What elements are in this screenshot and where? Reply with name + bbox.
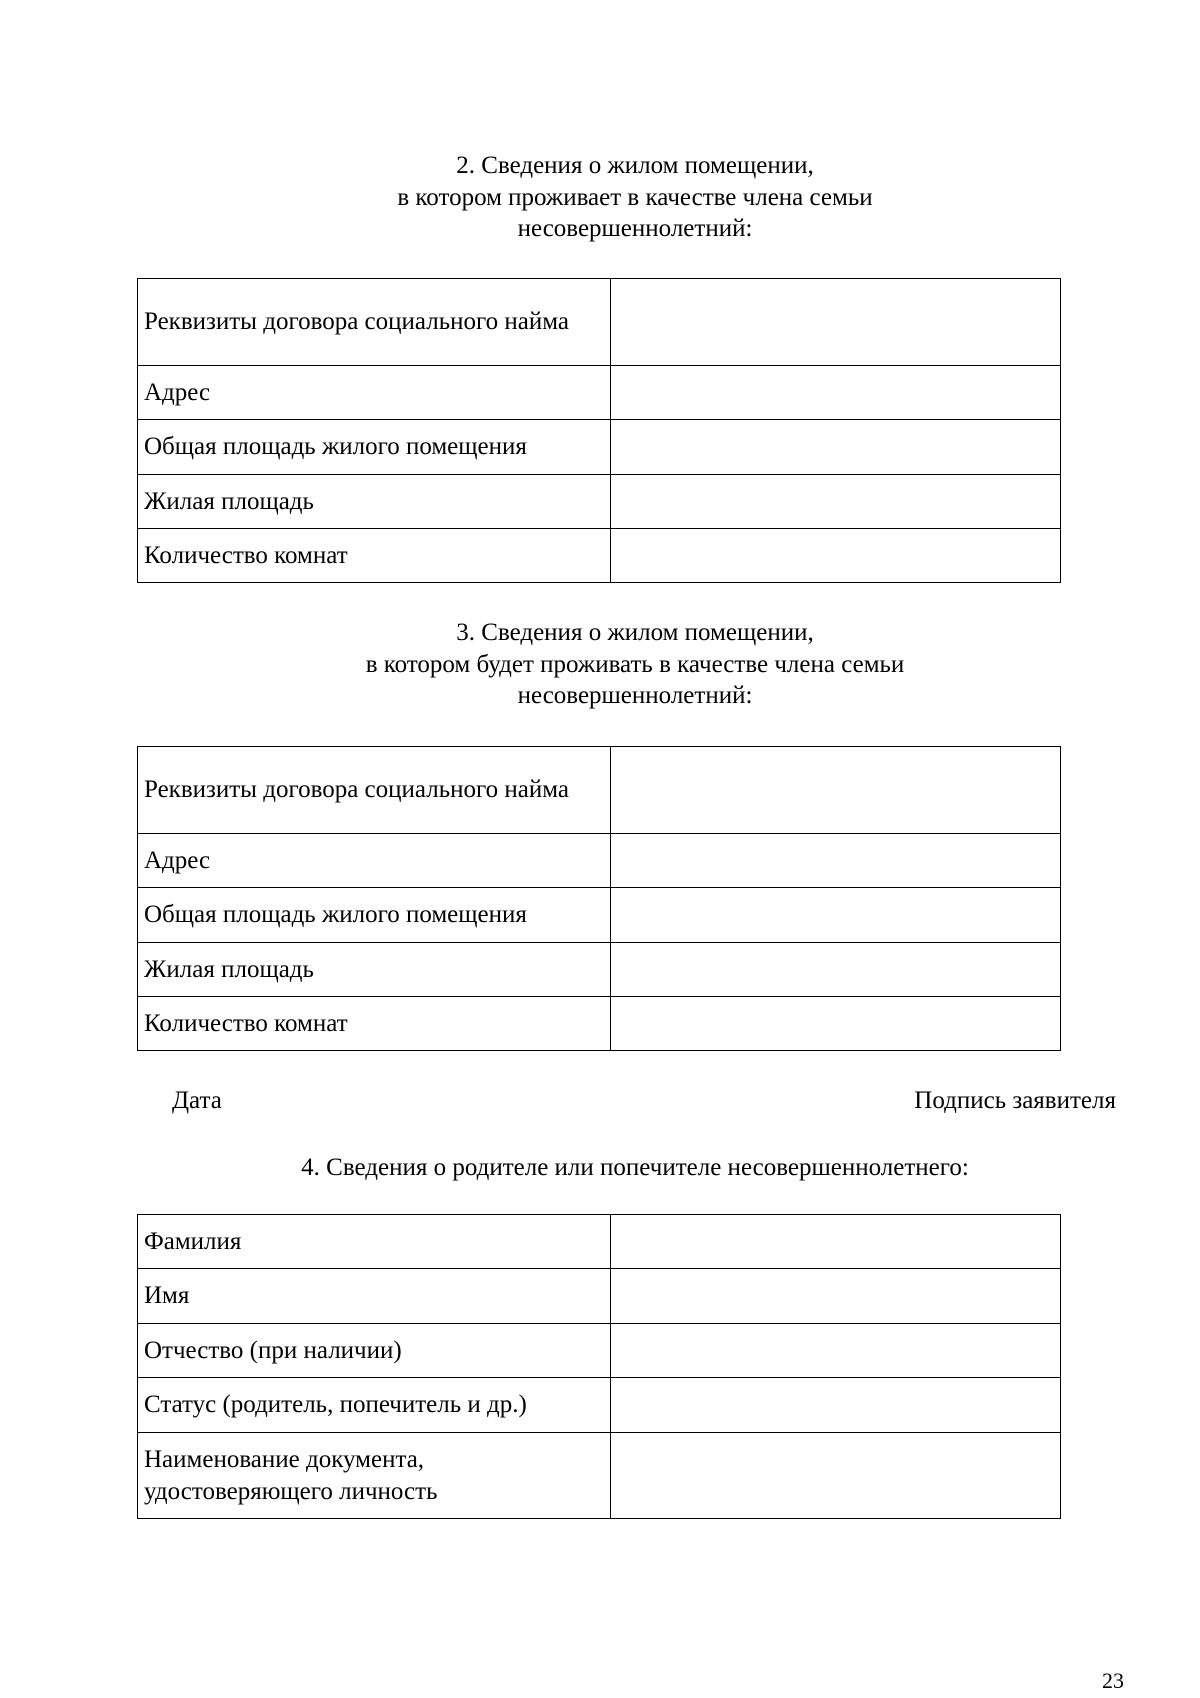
table-row	[138, 747, 1061, 834]
field-label: Жилая площадь	[138, 475, 611, 529]
section-2-heading-line: в котором проживает в качестве члена семьи	[397, 183, 873, 211]
table-row	[138, 1324, 1061, 1378]
field-value[interactable]	[611, 366, 1061, 420]
field-value[interactable]	[611, 475, 1061, 529]
field-value[interactable]	[611, 1215, 1061, 1269]
field-label: Адрес	[138, 834, 611, 888]
field-value[interactable]	[611, 888, 1061, 943]
field-label: Количество комнат	[138, 529, 611, 583]
table-row	[138, 997, 1061, 1051]
table-row	[138, 279, 1061, 366]
section-4-table	[137, 1214, 1061, 1519]
page-number: 23	[1102, 1668, 1124, 1693]
field-value[interactable]	[611, 943, 1061, 997]
field-label: Адрес	[138, 366, 611, 420]
signature-label: Подпись заявителя	[914, 1087, 1116, 1114]
table-row	[138, 834, 1061, 888]
section-3-heading-line: несовершеннолетний:	[517, 682, 753, 709]
field-label: Общая площадь жилого помещения	[138, 420, 611, 475]
table-row	[138, 888, 1061, 943]
field-label: Реквизиты договора социального найма	[138, 747, 611, 834]
field-label: Наименование документа, удостоверяющего личность	[138, 1433, 611, 1519]
table-row	[138, 1378, 1061, 1433]
field-value[interactable]	[611, 1433, 1061, 1519]
section-2-heading	[0, 150, 1200, 245]
section-2-heading-line: несовершеннолетний:	[517, 215, 753, 242]
field-label: Статус (родитель, попечитель и др.)	[138, 1378, 611, 1433]
date-label: Дата	[172, 1087, 222, 1114]
table-row	[138, 529, 1061, 583]
field-value[interactable]	[611, 529, 1061, 583]
table-row	[138, 1433, 1061, 1519]
field-label: Реквизиты договора социального найма	[138, 279, 611, 366]
section-4-heading-line: 4. Сведения о родителе или попечителе несовершеннолетнего:	[301, 1154, 969, 1181]
field-label: Жилая площадь	[138, 943, 611, 997]
field-value[interactable]	[611, 1324, 1061, 1378]
section-3-table	[137, 746, 1061, 1051]
section-3-heading	[0, 617, 1200, 712]
field-label: Общая площадь жилого помещения	[138, 888, 611, 943]
field-value[interactable]	[611, 279, 1061, 366]
field-label: Отчество (при наличии)	[138, 1324, 611, 1378]
table-row	[138, 943, 1061, 997]
field-value[interactable]	[611, 420, 1061, 475]
table-row	[138, 475, 1061, 529]
table-row	[138, 420, 1061, 475]
field-value[interactable]	[611, 1378, 1061, 1433]
section-3-heading-line: 3. Сведения о жилом помещении,	[456, 619, 814, 646]
field-label: Имя	[138, 1269, 611, 1324]
field-value[interactable]	[611, 747, 1061, 834]
section-3-heading-line: в котором будет проживать в качестве члена семьи	[365, 650, 905, 678]
field-value[interactable]	[611, 997, 1061, 1051]
field-value[interactable]	[611, 834, 1061, 888]
field-label: Количество комнат	[138, 997, 611, 1051]
table-row	[138, 366, 1061, 420]
field-value[interactable]	[611, 1269, 1061, 1324]
table-row	[138, 1269, 1061, 1324]
field-label: Фамилия	[138, 1215, 611, 1269]
section-4-heading	[0, 1152, 1200, 1184]
table-row	[138, 1215, 1061, 1269]
section-2-heading-line: 2. Сведения о жилом помещении,	[456, 152, 814, 179]
section-2-table	[137, 278, 1061, 583]
